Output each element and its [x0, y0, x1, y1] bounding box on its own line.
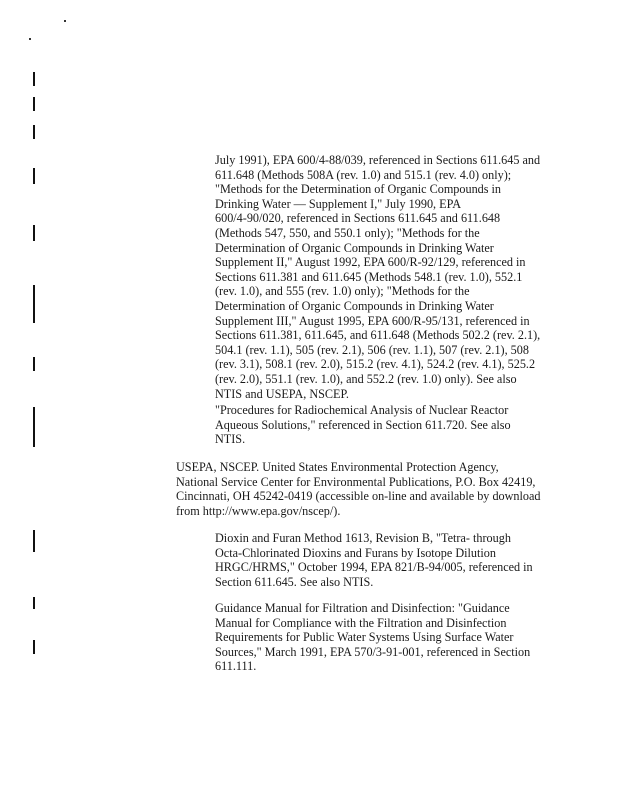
- change-bar: [33, 125, 35, 139]
- text-line: NTIS.: [215, 432, 246, 447]
- reference-entry-guidance: [215, 601, 555, 674]
- change-bar: [33, 530, 35, 552]
- reference-entry-usepa-nscep: [176, 460, 556, 518]
- text-line: Supplement II," August 1992, EPA 600/R-92/129, referenced in: [215, 255, 526, 270]
- text-line: HRGC/HRMS," October 1994, EPA 821/B-94/005, referenced in: [215, 560, 533, 575]
- text-line: "Methods for the Determination of Organic Compounds in: [215, 182, 502, 197]
- change-bar: [33, 357, 35, 371]
- text-line: Requirements for Public Water Systems Using Surface Water: [215, 630, 514, 645]
- text-line: (rev. 1.0), and 555 (rev. 1.0) only); "Methods for the: [215, 284, 470, 299]
- text-line: NTIS and USEPA, NSCEP.: [215, 386, 349, 401]
- change-bar: [33, 168, 35, 184]
- change-bar: [33, 285, 35, 323]
- text-line: Octa-Chlorinated Dioxins and Furans by Isotope Dilution: [215, 545, 496, 560]
- text-line: Manual for Compliance with the Filtration and Disinfection: [215, 615, 507, 630]
- text-line: 600/4-90/020, referenced in Sections 611.645 and 611.648: [215, 211, 501, 226]
- text-line: Aqueous Solutions," referenced in Section 611.720. See also: [215, 417, 511, 432]
- text-line: National Service Center for Environmental Publications, P.O. Box 42419,: [176, 474, 536, 489]
- text-line: 504.1 (rev. 1.1), 505 (rev. 2.1), 506 (rev. 1.1), 507 (rev. 2.1), 508: [215, 342, 529, 357]
- scan-speck: [64, 20, 66, 22]
- change-bar: [33, 407, 35, 447]
- text-line: from http://www.epa.gov/nscep/).: [176, 503, 341, 518]
- text-line: Sections 611.381 and 611.645 (Methods 548.1 (rev. 1.0), 552.1: [215, 269, 523, 284]
- text-line: Dioxin and Furan Method 1613, Revision B, "Tetra- through: [215, 531, 511, 545]
- text-line: Supplement III," August 1995, EPA 600/R-95/131, referenced in: [215, 313, 530, 328]
- reference-entry-continuation: [215, 153, 555, 401]
- text-line: Sources," March 1991, EPA 570/3-91-001, referenced in Section: [215, 644, 531, 659]
- text-line: (rev. 2.0), 551.1 (rev. 1.0), and 552.2 (rev. 1.0) only). See also: [215, 371, 517, 386]
- text-line: Cincinnati, OH 45242-0419 (accessible on-line and available by download: [176, 489, 541, 504]
- text-line: USEPA, NSCEP. United States Environmental Protection Agency,: [176, 460, 499, 474]
- text-line: Section 611.645. See also NTIS.: [215, 574, 374, 589]
- text-line: 611.111.: [215, 659, 257, 674]
- text-line: (rev. 3.1), 508.1 (rev. 2.0), 515.2 (rev. 4.1), 524.2 (rev. 4.1), 525.2: [215, 357, 536, 372]
- reference-entry-dioxin: [215, 531, 555, 589]
- change-bar: [33, 97, 35, 111]
- change-bar: [33, 225, 35, 241]
- text-line: 611.648 (Methods 508A (rev. 1.0) and 515.1 (rev. 4.0) only);: [215, 167, 512, 182]
- reference-entry-radiochemical: [215, 403, 555, 447]
- text-line: Determination of Organic Compounds in Drinking Water: [215, 298, 494, 313]
- text-line: (Methods 547, 550, and 550.1 only); "Methods for the: [215, 225, 480, 240]
- change-bar: [33, 640, 35, 654]
- change-bar: [33, 597, 35, 609]
- text-line: Determination of Organic Compounds in Drinking Water: [215, 240, 494, 255]
- scan-speck: [29, 38, 31, 40]
- text-line: Guidance Manual for Filtration and Disinfection: "Guidance: [215, 601, 510, 615]
- text-line: Drinking Water — Supplement I," July 1990, EPA: [215, 196, 462, 211]
- text-line: Sections 611.381, 611.645, and 611.648 (Methods 502.2 (rev. 2.1),: [215, 328, 541, 343]
- text-line: "Procedures for Radiochemical Analysis of Nuclear Reactor: [215, 403, 509, 417]
- change-bar: [33, 72, 35, 86]
- text-line: July 1991), EPA 600/4-88/039, referenced in Sections 611.645 and: [215, 153, 541, 167]
